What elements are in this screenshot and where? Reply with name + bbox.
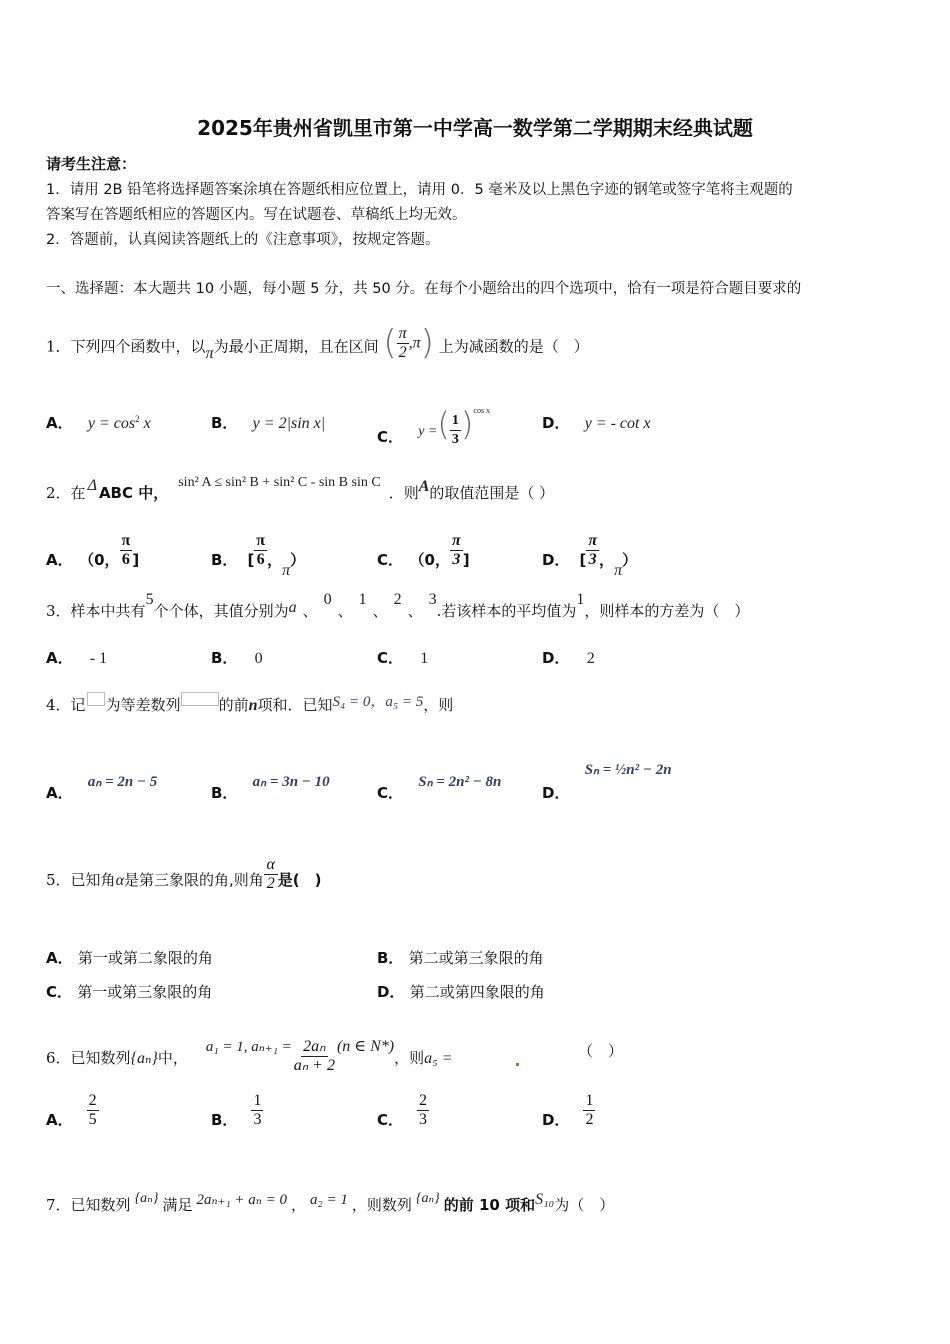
fraction-denominator: 2 (585, 1111, 594, 1128)
separator: 、 (407, 602, 423, 620)
fraction-denominator: 3 (253, 1111, 262, 1128)
option-label: C． (377, 1111, 404, 1129)
option-label: D． (542, 649, 570, 667)
question-4-stem (46, 694, 453, 715)
fraction-denominator: aₙ + 2 (293, 1057, 335, 1074)
q3-option-c[interactable] (377, 647, 428, 668)
question-1-stem (46, 323, 589, 367)
option-value: 1 (420, 650, 429, 667)
q6-option-c[interactable] (377, 1092, 429, 1139)
question-6-stem (46, 1040, 453, 1077)
separator: 、 (372, 602, 388, 620)
option-label: A． (46, 414, 73, 432)
question-number: 1． (46, 337, 71, 356)
q2-text-1: 在 (70, 484, 86, 502)
question-number: 4． (46, 696, 71, 714)
fraction-numerator: 1 (450, 412, 461, 431)
interval-numerator: π (398, 324, 407, 342)
question-number: 3． (46, 602, 71, 620)
q2-option-b[interactable] (211, 530, 306, 579)
separator: 、 (302, 602, 318, 620)
q2-option-c[interactable] (377, 530, 470, 567)
fraction-numerator: 2 (88, 1092, 97, 1109)
mean-value: 1 (576, 591, 585, 608)
angle-a: A (418, 478, 430, 495)
sequence-notation: {aₙ} (415, 1191, 440, 1206)
q1-text-3: 上为减函数的是（ ） (438, 337, 589, 356)
fraction-numerator: π (451, 532, 461, 549)
bracket: ） (290, 551, 306, 569)
q2-text-3: ．则 (388, 484, 419, 502)
q4-option-c[interactable] (377, 774, 502, 803)
q2-option-a[interactable] (46, 530, 139, 567)
option-expression: y = - cot x (584, 415, 651, 432)
notice-line-2: 2．答题前，认真阅读答题纸上的《注意事项》，按规定答题。 (46, 232, 440, 248)
option-label: C． (46, 983, 73, 1001)
s10-term: S₁₀ (535, 1191, 555, 1208)
stray-mark (516, 1063, 519, 1066)
q4-text-5: ，则 (423, 696, 454, 714)
q4-text-1: 记 (70, 696, 86, 714)
option-label: B． (211, 649, 238, 667)
question-number: 2． (46, 484, 71, 502)
value-a: a (288, 599, 297, 616)
option-label: D． (542, 784, 570, 802)
value-2: 2 (393, 591, 402, 608)
q6-text-1: 已知数列 (70, 1049, 131, 1067)
option-label: C． (377, 428, 404, 446)
delta-symbol: Δ (87, 477, 97, 494)
q7-text-4: ，则数列 (351, 1196, 412, 1214)
option-label: A． (46, 1111, 73, 1129)
q2-option-d[interactable] (542, 530, 638, 579)
option-value: 0 (254, 650, 263, 667)
exponent: cos x (473, 406, 491, 415)
value-1: 1 (358, 591, 367, 608)
exponent: 2 (135, 414, 140, 424)
q4-option-d[interactable] (542, 762, 672, 803)
option-value: - 1 (89, 650, 108, 667)
option-expression: aₙ = 3n − 10 (252, 774, 330, 790)
q7-condition-2: a₂ = 1 (310, 1192, 348, 1208)
option-text: 第二或第四象限的角 (409, 983, 545, 1001)
fraction-denominator: 2 (266, 875, 275, 892)
option-label: D． (542, 1111, 570, 1129)
option-label: C． (377, 784, 404, 802)
bracket: ） (622, 551, 638, 569)
sample-size: 5 (145, 591, 154, 608)
bracket: [ (247, 551, 255, 569)
q4-option-a[interactable] (46, 774, 158, 803)
question-number: 7． (46, 1196, 71, 1214)
comma: ， (267, 551, 283, 569)
fraction-numerator: 2aₙ (303, 1038, 326, 1055)
bracket: [ (579, 551, 587, 569)
option-expression: y = cos (87, 415, 136, 432)
fraction-denominator: 3 (588, 551, 597, 568)
q6-option-b[interactable] (211, 1092, 263, 1139)
fraction-denominator: 6 (256, 551, 265, 568)
fraction-numerator: 1 (253, 1092, 262, 1109)
option-text: 第二或第三象限的角 (408, 949, 544, 967)
question-number: 5． (46, 871, 71, 889)
n-variable: n (248, 697, 258, 714)
q6-condition-domain: (n ∈ N*) (336, 1038, 395, 1055)
q6-text-3: ，则 (394, 1049, 425, 1067)
q5-text-3: 是( ) (277, 871, 322, 889)
fraction-numerator: α (266, 856, 275, 873)
fraction-denominator: 3 (419, 1111, 428, 1128)
q6-condition: a₁ = 1, aₙ₊₁ = (205, 1039, 292, 1055)
q6-option-d[interactable] (542, 1092, 595, 1139)
a5-term: a₅ = (424, 1050, 453, 1067)
sequence-notation: {aₙ} (130, 1050, 158, 1067)
interval-tail: ,π (408, 334, 421, 352)
notice-line-1: 1．请用 2B 铅笔将选择题答案涂填在答题纸相应位置上，请用 0．5 毫米及以上黑色字迹的钢笔或签字笔将主观题的 (46, 182, 793, 198)
fraction-denominator: 3 (452, 551, 461, 568)
q2-text-4: 的取值范围是（ ） (429, 484, 555, 502)
option-text: 第一或第三象限的角 (77, 983, 213, 1001)
notice-line-1b: 答案写在答题纸相应的答题区内。写在试题卷、草稿纸上均无效。 (46, 207, 467, 223)
fraction-denominator: 6 (121, 551, 130, 568)
value-3: 3 (428, 591, 437, 608)
interval-expression: ( $\frac{\pi}{2}$ ,π) (383, 323, 434, 363)
q3-text-2: 个个体，其值分别为 (153, 602, 289, 620)
q4-text-2: 为等差数列 (105, 696, 181, 714)
option-text: 第一或第二象限的角 (77, 949, 213, 967)
missing-glyph-icon (87, 692, 105, 706)
answer-parentheses: （ ） (578, 1042, 624, 1060)
fraction-numerator: π (256, 532, 266, 549)
option-label: B． (211, 784, 238, 802)
q7-text-2: 满足 (162, 1196, 193, 1214)
option-label: A． (46, 551, 73, 569)
question-number: 6． (46, 1049, 71, 1067)
option-label: D． (377, 983, 405, 1001)
page-title: 2025年贵州省凯里市第一中学高一数学第二学期期末经典试题 (197, 116, 753, 140)
option-expression: aₙ = 2n − 5 (87, 774, 158, 790)
option-value: 2 (586, 650, 595, 667)
q7-text-3: ， (291, 1196, 307, 1214)
option-expression: Sₙ = 2n² − 8n (418, 774, 502, 790)
fraction-denominator: 5 (88, 1111, 97, 1128)
q7-condition: 2aₙ₊₁ + aₙ = 0 (196, 1192, 287, 1208)
option-label: A． (46, 949, 73, 967)
fraction-numerator: 2 (419, 1092, 428, 1109)
option-label: A． (46, 784, 73, 802)
q1-text-1: 下列四个函数中，以 (70, 337, 206, 356)
notice-heading: 请考生注意： (46, 155, 137, 173)
option-label: A． (46, 649, 73, 667)
option-label: C． (377, 551, 404, 569)
q5-option-b[interactable] (377, 947, 544, 968)
q4-text-3: 的前 (218, 696, 249, 714)
fraction-numerator: π (121, 532, 131, 549)
q5-option-a[interactable] (46, 947, 213, 968)
option-label: B． (211, 1111, 238, 1129)
q5-text-2: 是第三象限的角,则角 (123, 871, 264, 889)
q3-text-4: ，则样本的方差为（ ） (584, 602, 750, 620)
option-label: D． (542, 414, 570, 432)
q3-option-a[interactable] (46, 647, 107, 668)
question-2-stem (46, 475, 555, 503)
q4-option-b[interactable] (211, 774, 330, 803)
question-3-stem (46, 591, 750, 621)
option-expression: Sₙ = ½n² − 2n (584, 762, 672, 778)
q7-text-6: 为（ ） (554, 1196, 615, 1214)
q7-text-1: 已知数列 (70, 1196, 131, 1214)
section-heading: 一、选择题：本大题共 10 小题，每小题 5 分，共 50 分。在每个小题给出的四个选项中，恰有一项是符合题目要求的 (46, 281, 802, 297)
missing-glyph-icon (181, 692, 219, 706)
pi-symbol: π (205, 344, 214, 362)
variable: x (139, 415, 151, 432)
bracket: （0， (417, 551, 450, 569)
interval-denominator: 2 (398, 343, 407, 361)
option-label: B． (377, 949, 404, 967)
question-5-stem (46, 856, 322, 899)
q1-option-d[interactable] (542, 412, 651, 433)
option-expression: y = 2|sin x| (252, 415, 326, 432)
bracket: （0， (86, 551, 120, 569)
value-0: 0 (323, 591, 332, 608)
q6-option-a[interactable] (46, 1092, 99, 1139)
q3-option-b[interactable] (211, 647, 263, 668)
bracket: ] (132, 551, 140, 569)
q1-option-a[interactable] (46, 412, 151, 433)
fraction-denominator: 3 (451, 432, 459, 447)
q7-text-5: 的前 10 项和 (443, 1196, 536, 1214)
comma: ， (599, 551, 615, 569)
question-7-stem (46, 1191, 615, 1215)
option-label: C． (377, 649, 404, 667)
q3-text-3: .若该样本的平均值为 (436, 602, 577, 620)
q3-option-d[interactable] (542, 647, 595, 668)
q2-condition: sin² A ≤ sin² B + sin² C - sin B sin C (178, 475, 381, 490)
bracket: ] (462, 551, 470, 569)
sequence-notation: {aₙ} (134, 1191, 159, 1206)
q5-text-1: 已知角 (70, 871, 116, 889)
separator: 、 (337, 602, 353, 620)
pi-symbol: π (614, 562, 623, 579)
q3-text-1: 样本中共有 (70, 602, 146, 620)
q4-text-4: 项和．已知 (257, 696, 333, 714)
q4-condition: S₄ = 0，a₅ = 5 (332, 694, 424, 710)
pi-symbol: π (282, 562, 291, 579)
q6-text-2: 中， (157, 1049, 188, 1067)
q1-text-2: 为最小正周期，且在区间 (213, 337, 379, 356)
fraction-numerator: π (588, 532, 598, 549)
q2-text-2: ABC 中， (98, 484, 169, 502)
q1-option-c[interactable]: C． y =( $\frac{1}{3}$ )$^{cos x}$ (377, 405, 491, 447)
q5-option-d[interactable] (377, 981, 545, 1002)
option-label: B． (211, 414, 238, 432)
option-expression: y = (418, 424, 438, 439)
alpha-symbol: α (115, 872, 124, 889)
option-label: D． (542, 551, 570, 569)
option-label: B． (211, 551, 238, 569)
q5-option-c[interactable] (46, 981, 212, 1002)
q1-option-b[interactable] (211, 412, 325, 433)
fraction-numerator: 1 (585, 1092, 594, 1109)
